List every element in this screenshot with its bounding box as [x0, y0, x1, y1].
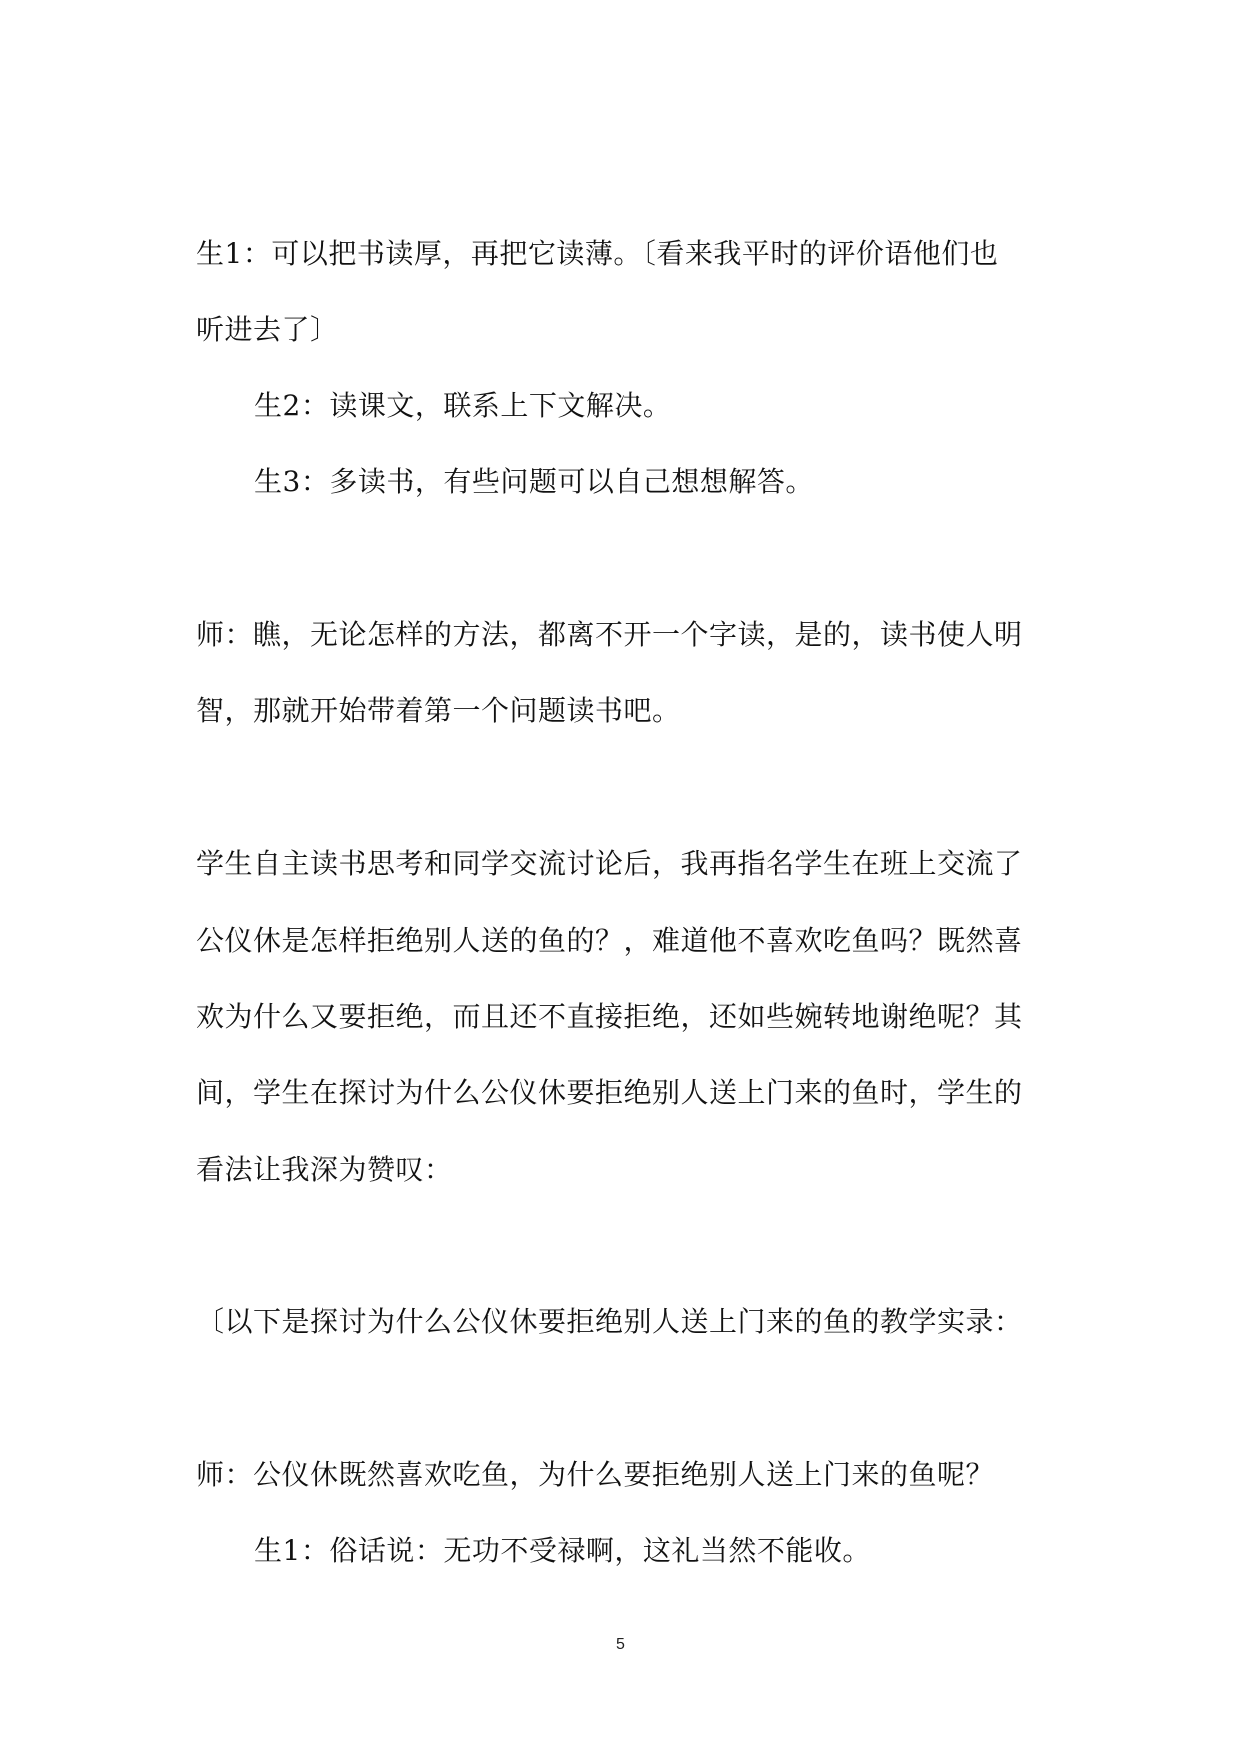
text-line: 师：公仪休既然喜欢吃鱼，为什么要拒绝别人送上门来的鱼呢？	[196, 1458, 995, 1491]
text-line: 听进去了〕	[196, 313, 339, 346]
text-line: 生2：读课文，联系上下文解决。	[254, 389, 672, 422]
text-line: 生1：可以把书读厚，再把它读薄。〔看来我平时的评价语他们也	[196, 237, 999, 270]
text-line: 学生自主读书思考和同学交流讨论后，我再指名学生在班上交流了	[196, 847, 1023, 880]
text-line: 生3：多读书，有些问题可以自己想想解答。	[254, 465, 814, 498]
text-line: 生1：俗话说：无功不受禄啊，这礼当然不能收。	[254, 1534, 871, 1567]
text-line: 〔以下是探讨为什么公仪休要拒绝别人送上门来的鱼的教学实录：	[196, 1305, 1023, 1338]
page-number: 5	[616, 1636, 625, 1653]
text-line: 看法让我深为赞叹：	[196, 1153, 453, 1186]
text-line: 欢为什么又要拒绝，而且还不直接拒绝，还如些婉转地谢绝呢？其	[196, 1000, 1023, 1033]
text-line: 智，那就开始带着第一个问题读书吧。	[196, 694, 681, 727]
text-line: 师：瞧，无论怎样的方法，都离不开一个字读，是的，读书使人明	[196, 618, 1023, 651]
text-line: 公仪休是怎样拒绝别人送的鱼的？，难道他不喜欢吃鱼吗？既然喜	[196, 924, 1023, 957]
text-line: 间，学生在探讨为什么公仪休要拒绝别人送上门来的鱼时，学生的	[196, 1076, 1023, 1109]
